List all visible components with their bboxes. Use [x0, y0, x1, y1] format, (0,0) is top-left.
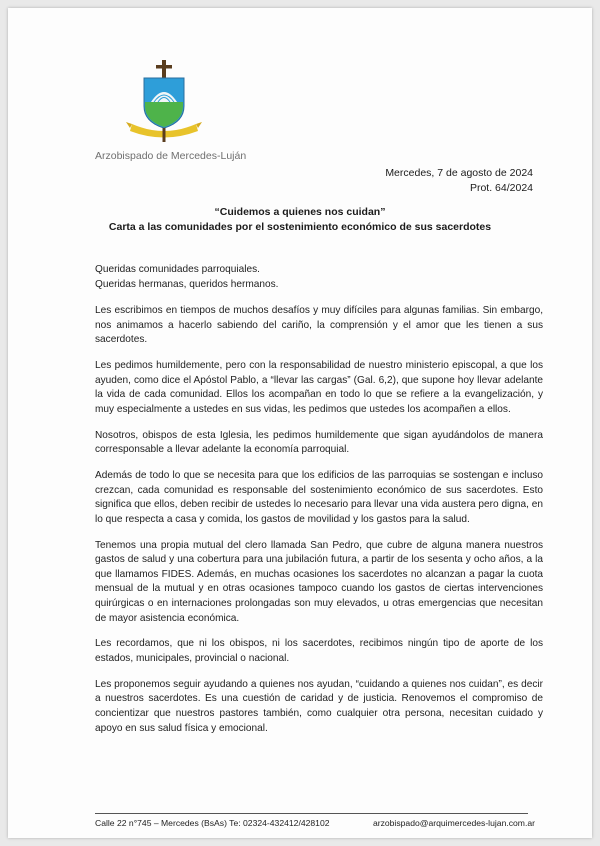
footer [95, 818, 535, 828]
letter-body [95, 263, 543, 747]
archdiocese-crest-icon [118, 58, 210, 144]
title-subtitle: Carta a las comunidades por el sostenimiento económico de sus sacerdotes [108, 221, 492, 233]
letter-title [8, 205, 592, 235]
paragraph-6: Les recordamos, que ni los obispos, ni los sacerdotes, recibimos ningún tipo de aporte de los estados, municipales, provincial o nacional. [95, 638, 543, 664]
greeting-line-1: Queridas comunidades parroquiales. [95, 264, 260, 275]
footer-address: Calle 22 n°745 – Mercedes (BsAs) Te: 02324-432412/428102 [95, 818, 330, 828]
paragraph-4: Además de todo lo que se necesita para que los edificios de las parroquias se sostengan e incluso crezcan, cada comunidad es responsable del sostenimiento económico de sus sacerdotes. Esto significa que ellos, deben recibir de ustedes lo necesario para llevar una vida austera pero digna, en lo que respecta a casa y comida, los gastos de movilidad y los gastos para la salud. [95, 470, 543, 525]
protocol-number: Prot. 64/2024 [469, 182, 533, 194]
paragraph-2: Les pedimos humildemente, pero con la responsabilidad de nuestro ministerio episcopal, a que los ayuden, como dice el Apóstol Pablo, a “llevar las cargas” (Gal. 6,2), que supone hoy llevar adelante la vida de cada comunidad. Ellos los acompañan en todo lo que se refiere a la evangelización, y muy especialmente a ustedes en sus vidas, les pedimos que ustedes los acompañen a ellos. [95, 360, 543, 415]
organization-name: Arzobispado de Mercedes-Luján [95, 150, 247, 162]
letter-page [8, 8, 592, 838]
greeting-line-2: Queridas hermanas, queridos hermanos. [95, 278, 279, 290]
greeting [95, 263, 543, 292]
footer-divider [95, 813, 528, 814]
footer-email: arzobispado@arquimercedes-lujan.com.ar [372, 818, 535, 828]
paragraph-1: Les escribimos en tiempos de muchos desafíos y muy difíciles para algunas familias. Sin embargo, nos animamos a hacerlo sabiendo del cariño, la comprensión y el amor que les tienen a sus sacerdotes. [95, 305, 543, 346]
paragraph-7: Les proponemos seguir ayudando a quienes nos ayudan, “cuidando a quienes nos cuidan”, es decir a nuestros sacerdotes. Es una cuestión de caridad y de justicia. Renovemos el compromiso de concientizar que nuestros pastores también, como cualquier otra persona, necesitan cuidado y apoyo en sus salud física y emocional. [95, 678, 543, 734]
date-block [385, 166, 533, 196]
date-line: Mercedes, 7 de agosto de 2024 [385, 167, 533, 179]
paragraph-3: Nosotros, obispos de esta Iglesia, les pedimos humildemente que sigan ayudándolos de manera corresponsable a llevar adelante la economía parroquial. [95, 429, 543, 456]
paragraph-5: Tenemos una propia mutual del clero llamada San Pedro, que cubre de alguna manera nuestros gastos de salud y una cobertura para una jubilación futura, a partir de los sesenta y ocho años, a la que llamamos FIDES. Además, en muchas ocasiones los sacerdotes no alcanzan a pagar la cuota mensual de la mutual y en otras ocasiones tampoco cuando los gastos de ciertas intervenciones quirúrgicas o en internaciones prolongadas son muy elevados, u otras emergencias que necesitan de mayor asistencia económica. [95, 539, 543, 624]
title-quote: “Cuidemos a quienes nos cuidan” [214, 206, 386, 218]
